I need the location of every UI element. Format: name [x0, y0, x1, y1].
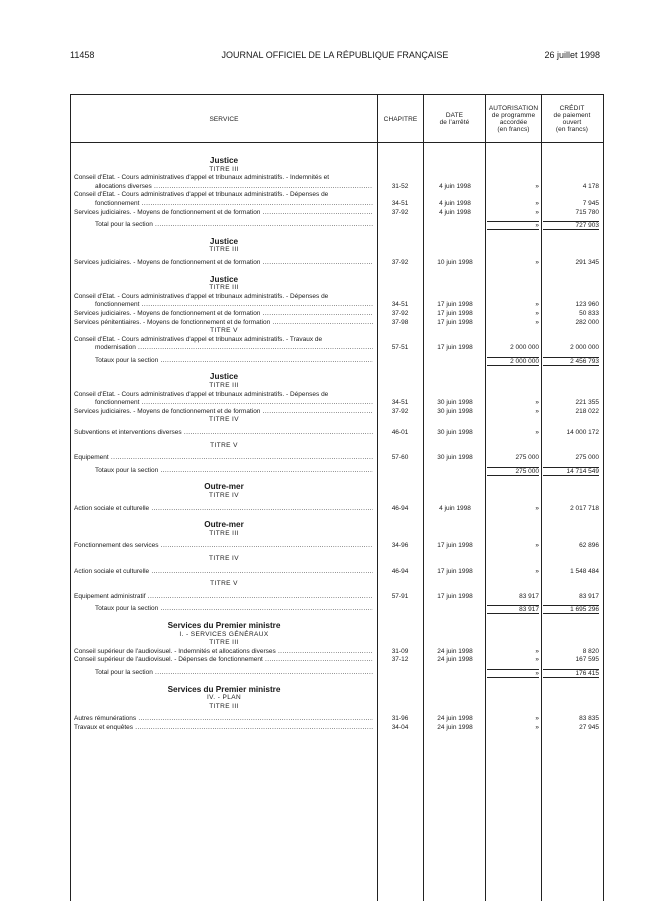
section-subtitle-text: TITRE IV — [209, 554, 239, 562]
section-title-text: Outre-mer — [204, 482, 244, 492]
cell-service: Services judiciaires. - Moyens de fonctionnement et de formation ..... — [74, 408, 373, 417]
table-row — [71, 301, 603, 310]
table-row — [71, 344, 603, 353]
table-row — [71, 454, 603, 463]
cell-service: fonctionnement ..... — [95, 301, 373, 310]
cell-date: 17 juin 1998 — [437, 344, 473, 352]
cell-credit: 123 960 — [575, 301, 599, 309]
section-subtitle — [71, 246, 603, 255]
row-spacer — [71, 365, 603, 373]
cell-service: Services judiciaires. - Moyens de fonctionnement et de formation ..... — [74, 259, 373, 268]
cell-credit: 7 945 — [582, 199, 599, 207]
cell-credit: 8 820 — [582, 647, 599, 655]
row-spacer — [71, 230, 603, 238]
cell-service: Totaux pour la section ..... — [95, 357, 373, 366]
cell-credit: 218 022 — [575, 407, 599, 415]
total-row — [71, 605, 603, 614]
cell-service: modernisation ..... — [95, 344, 373, 353]
cell-credit: 1 548 484 — [570, 567, 599, 575]
cell-service: allocations diverses ..... — [95, 183, 373, 192]
section-subtitle — [71, 284, 603, 293]
cell-chapitre: 34-51 — [391, 399, 409, 407]
cell-service: Equipement ..... — [74, 454, 373, 463]
cell-chapitre: 34-51 — [391, 301, 409, 309]
section-subtitle — [71, 382, 603, 391]
table-row — [71, 724, 603, 733]
table-row — [71, 293, 603, 302]
section-subtitle-text: TITRE III — [209, 382, 239, 390]
table-row — [71, 174, 603, 183]
section-title-text: Services du Premier ministre — [167, 620, 281, 630]
total-row — [71, 357, 603, 366]
cell-autorisation: » — [535, 309, 539, 317]
table-row — [71, 715, 603, 724]
section-title — [71, 276, 603, 285]
row-spacer — [71, 614, 603, 622]
cell-credit: 727 903 — [543, 221, 599, 230]
cell-chapitre: 31-52 — [391, 182, 409, 190]
column-header-date: DATE de l'arrêté — [439, 112, 470, 126]
cell-service: Conseil supérieur de l'audiovisuel. - Dépenses de fonctionnement ..... — [74, 656, 373, 665]
table-row — [71, 408, 603, 417]
cell-service: Conseil d'Etat. - Cours administratives d'appel et tribunaux administratifs. - Dépenses de — [74, 191, 329, 199]
section-title — [71, 521, 603, 530]
section-subtitle — [71, 492, 603, 501]
section-title — [71, 373, 603, 382]
cell-service: fonctionnement ..... — [95, 399, 373, 408]
table-row — [71, 319, 603, 328]
section-title — [71, 483, 603, 492]
cell-chapitre: 34-04 — [391, 723, 409, 731]
cell-credit: 2 000 000 — [570, 344, 599, 352]
cell-credit: 14 000 172 — [566, 429, 599, 437]
cell-date: 17 juin 1998 — [437, 567, 473, 575]
cell-credit: 1 695 296 — [543, 605, 599, 614]
cell-date: 24 juin 1998 — [437, 715, 473, 723]
cell-autorisation: » — [535, 542, 539, 550]
cell-autorisation: 2 000 000 — [487, 357, 539, 366]
cell-service: Action sociale et culturelle ..... — [74, 568, 373, 577]
cell-credit: 176 415 — [543, 669, 599, 678]
cell-chapitre: 37-98 — [391, 318, 409, 326]
cell-date: 10 juin 1998 — [437, 258, 473, 266]
cell-credit: 62 896 — [579, 542, 599, 550]
section-subtitle-text: TITRE V — [210, 327, 238, 335]
table-row — [71, 310, 603, 319]
journal-title: JOURNAL OFFICIEL DE LA RÉPUBLIQUE FRANÇAISE — [221, 50, 449, 60]
cell-date: 17 juin 1998 — [437, 301, 473, 309]
cell-service: Total pour la section ..... — [95, 221, 373, 230]
cell-service: Services judiciaires. - Moyens de fonctionnement et de formation ..... — [74, 310, 373, 319]
cell-credit: 4 178 — [582, 182, 599, 190]
cell-chapitre: 46-94 — [391, 504, 409, 512]
section-subtitle-text: TITRE III — [209, 639, 239, 647]
cell-service: Services pénitentiaires. - Moyens de fonctionnement et de formation ..... — [74, 319, 373, 328]
section-subtitle-text: TITRE V — [210, 441, 238, 449]
cell-service: Subventions et interventions diverses ..... — [74, 429, 373, 438]
cell-date: 30 juin 1998 — [437, 407, 473, 415]
section-subtitle-text: TITRE IV — [209, 416, 239, 424]
cell-chapitre: 57-91 — [391, 592, 409, 600]
cell-autorisation: » — [535, 399, 539, 407]
table-body — [71, 143, 603, 732]
cell-autorisation: » — [535, 715, 539, 723]
total-row — [71, 669, 603, 678]
row-spacer — [71, 143, 603, 157]
row-spacer — [71, 678, 603, 686]
section-subtitle — [71, 416, 603, 425]
row-spacer — [71, 475, 603, 483]
section-title — [71, 238, 603, 247]
cell-date: 17 juin 1998 — [437, 318, 473, 326]
table-row — [71, 200, 603, 209]
column-header-credit: CRÉDIT de paiement ouvert (en francs) — [553, 105, 591, 133]
section-subtitle — [71, 555, 603, 564]
cell-service: Conseil d'Etat. - Cours administratives d'appel et tribunaux administratifs. - Travaux de — [74, 335, 323, 343]
page-number: 11458 — [70, 50, 95, 60]
section-subtitle-text: IV. - PLAN — [206, 694, 242, 702]
credits-table — [70, 94, 604, 901]
cell-autorisation: » — [487, 669, 539, 678]
cell-service: Action sociale et culturelle ..... — [74, 505, 373, 514]
cell-service: Conseil d'Etat. - Cours administratives d'appel et tribunaux administratifs. - Dépenses de — [74, 390, 329, 398]
column-header-chapitre: CHAPITRE — [383, 115, 418, 123]
section-title — [71, 686, 603, 695]
section-title-text: Justice — [209, 274, 239, 284]
cell-credit: 291 345 — [575, 258, 599, 266]
cell-autorisation: » — [535, 318, 539, 326]
cell-date: 4 juin 1998 — [439, 182, 471, 190]
table-row — [71, 191, 603, 200]
cell-credit: 83 917 — [579, 592, 599, 600]
cell-autorisation: 275 000 — [515, 454, 539, 462]
cell-service: Conseil d'Etat. - Cours administratives d'appel et tribunaux administratifs. - Dépenses de — [74, 292, 329, 300]
cell-chapitre: 46-01 — [391, 429, 409, 437]
cell-autorisation: » — [535, 208, 539, 216]
section-subtitle — [71, 530, 603, 539]
section-subtitle — [71, 694, 603, 703]
cell-date: 24 juin 1998 — [437, 656, 473, 664]
section-subtitle — [71, 639, 603, 648]
section-subtitle — [71, 580, 603, 589]
section-subtitle-text: TITRE III — [209, 246, 239, 254]
cell-service: Totaux pour la section ..... — [95, 467, 373, 476]
cell-service: Conseil supérieur de l'audiovisuel. - Indemnités et allocations diverses ..... — [74, 648, 373, 657]
row-spacer — [71, 268, 603, 276]
row-spacer — [71, 513, 603, 521]
cell-date: 17 juin 1998 — [437, 309, 473, 317]
cell-date: 24 juin 1998 — [437, 647, 473, 655]
section-subtitle — [71, 166, 603, 175]
cell-autorisation: 275 000 — [487, 467, 539, 476]
total-row — [71, 467, 603, 476]
cell-chapitre: 34-96 — [391, 542, 409, 550]
cell-autorisation: » — [535, 656, 539, 664]
cell-date: 17 juin 1998 — [437, 592, 473, 600]
page-header — [70, 50, 600, 64]
section-subtitle — [71, 442, 603, 451]
cell-autorisation: » — [535, 199, 539, 207]
cell-autorisation: » — [535, 301, 539, 309]
cell-date: 4 juin 1998 — [439, 208, 471, 216]
cell-service: Equipement administratif ..... — [74, 593, 373, 602]
cell-chapitre: 57-60 — [391, 454, 409, 462]
cell-service: Travaux et enquêtes ..... — [74, 724, 373, 733]
table-row — [71, 336, 603, 345]
cell-autorisation: » — [535, 182, 539, 190]
section-subtitle-text: TITRE V — [210, 580, 238, 588]
cell-autorisation: » — [535, 429, 539, 437]
cell-service: Services judiciaires. - Moyens de fonctionnement et de formation ..... — [74, 209, 373, 218]
section-subtitle-text: TITRE III — [209, 165, 239, 173]
column-header-service: SERVICE — [209, 115, 239, 123]
section-title-text: Services du Premier ministre — [167, 684, 281, 694]
cell-date: 24 juin 1998 — [437, 723, 473, 731]
table-row — [71, 259, 603, 268]
cell-service: Conseil d'Etat. - Cours administratives d'appel et tribunaux administratifs. - Indemnités et — [74, 174, 330, 182]
section-title — [71, 157, 603, 166]
cell-service: Fonctionnement des services ..... — [74, 542, 373, 551]
cell-service: Autres rémunérations ..... — [74, 715, 373, 724]
section-subtitle — [71, 327, 603, 336]
cell-service: fonctionnement ..... — [95, 200, 373, 209]
cell-chapitre: 37-92 — [391, 309, 409, 317]
section-subtitle — [71, 703, 603, 712]
cell-autorisation: » — [487, 221, 539, 230]
table-row — [71, 656, 603, 665]
cell-chapitre: 37-12 — [391, 656, 409, 664]
cell-credit: 14 714 549 — [543, 467, 599, 476]
section-title-text: Justice — [209, 156, 239, 165]
cell-credit: 167 595 — [575, 656, 599, 664]
table-row — [71, 391, 603, 400]
cell-chapitre: 37-92 — [391, 208, 409, 216]
cell-autorisation: 2 000 000 — [510, 344, 539, 352]
cell-autorisation: » — [535, 407, 539, 415]
cell-chapitre: 37-92 — [391, 258, 409, 266]
cell-autorisation: » — [535, 647, 539, 655]
cell-credit: 221 355 — [575, 399, 599, 407]
cell-credit: 282 000 — [575, 318, 599, 326]
cell-chapitre: 34-51 — [391, 199, 409, 207]
cell-date: 17 juin 1998 — [437, 542, 473, 550]
section-subtitle — [71, 631, 603, 640]
table-row — [71, 399, 603, 408]
table-row — [71, 542, 603, 551]
cell-date: 30 juin 1998 — [437, 429, 473, 437]
column-header-autorisation: AUTORISATION de programme accordée (en francs) — [488, 105, 539, 133]
cell-chapitre: 31-96 — [391, 715, 409, 723]
section-title-text: Justice — [209, 236, 239, 246]
cell-credit: 2 456 793 — [543, 357, 599, 366]
cell-credit: 715 780 — [575, 208, 599, 216]
total-row — [71, 221, 603, 230]
section-subtitle-text: TITRE III — [209, 284, 239, 292]
table-row — [71, 648, 603, 657]
cell-service: Total pour la section ..... — [95, 669, 373, 678]
table-row — [71, 183, 603, 192]
table-row — [71, 209, 603, 218]
section-subtitle-text: TITRE III — [209, 702, 239, 710]
section-subtitle-text: TITRE III — [209, 529, 239, 537]
table-row — [71, 505, 603, 514]
cell-chapitre: 37-92 — [391, 407, 409, 415]
cell-autorisation: 83 917 — [487, 605, 539, 614]
section-title-text: Outre-mer — [204, 520, 244, 530]
cell-service: Totaux pour la section ..... — [95, 605, 373, 614]
section-subtitle-text: I. - SERVICES GÉNÉRAUX — [179, 630, 269, 638]
cell-date: 4 juin 1998 — [439, 504, 471, 512]
cell-credit: 83 835 — [579, 715, 599, 723]
cell-date: 30 juin 1998 — [437, 399, 473, 407]
table-row — [71, 593, 603, 602]
cell-autorisation: » — [535, 504, 539, 512]
publication-date: 26 juillet 1998 — [544, 50, 600, 60]
cell-credit: 50 833 — [579, 309, 599, 317]
cell-chapitre: 57-51 — [391, 344, 409, 352]
table-row — [71, 568, 603, 577]
table-row — [71, 429, 603, 438]
cell-credit: 27 945 — [579, 723, 599, 731]
cell-chapitre: 31-09 — [391, 647, 409, 655]
cell-autorisation: » — [535, 723, 539, 731]
cell-date: 30 juin 1998 — [437, 454, 473, 462]
cell-autorisation: » — [535, 567, 539, 575]
section-subtitle-text: TITRE IV — [209, 492, 239, 499]
cell-credit: 275 000 — [575, 454, 599, 462]
section-title-text: Justice — [209, 372, 239, 382]
cell-autorisation: 83 917 — [519, 592, 539, 600]
cell-credit: 2 017 718 — [570, 504, 599, 512]
cell-autorisation: » — [535, 258, 539, 266]
cell-chapitre: 46-94 — [391, 567, 409, 575]
section-title — [71, 622, 603, 631]
cell-date: 4 juin 1998 — [439, 199, 471, 207]
